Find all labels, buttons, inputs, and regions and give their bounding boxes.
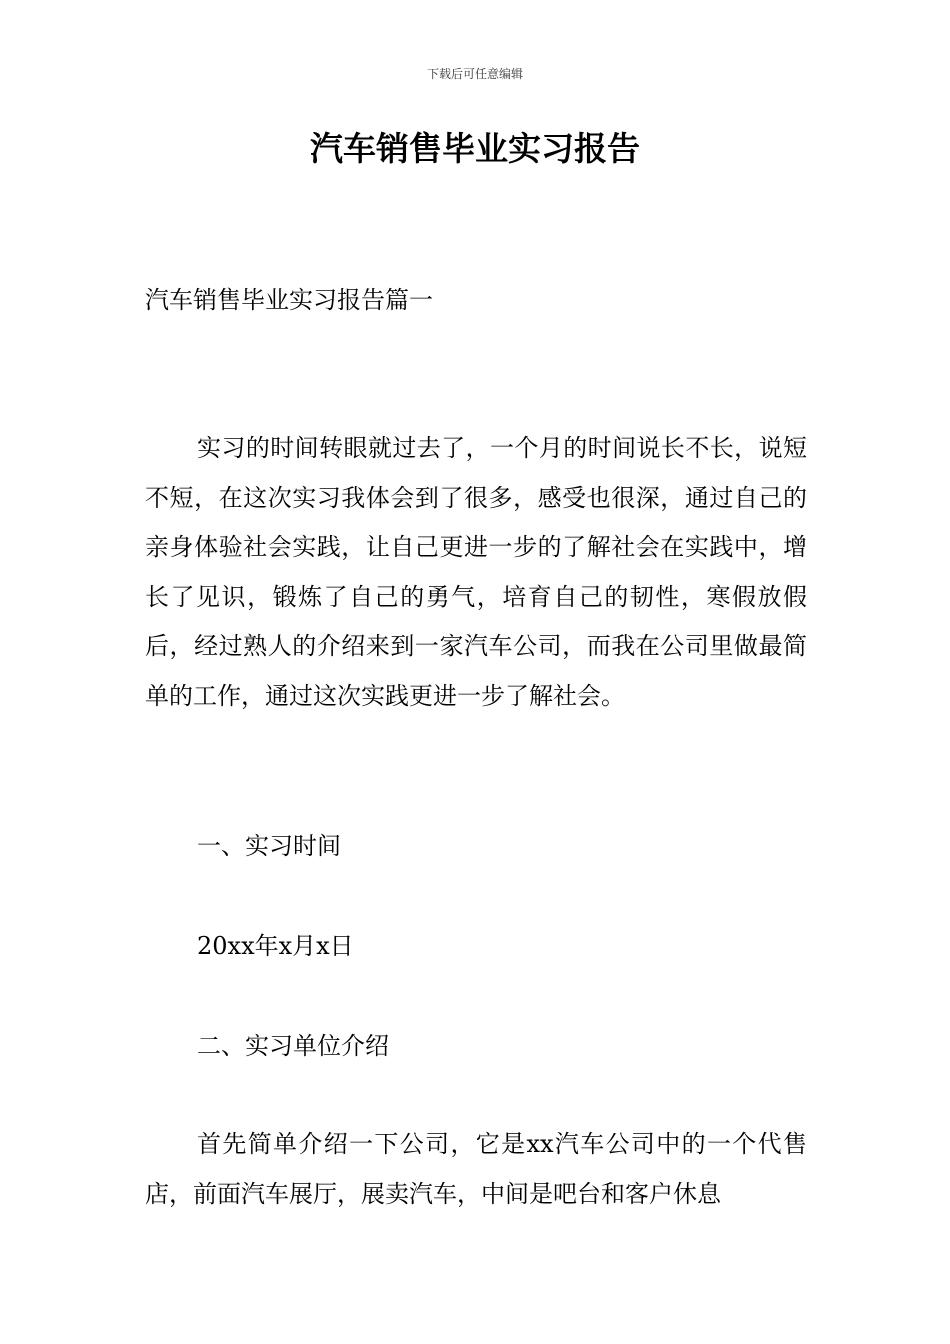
internship-date: 20xx年x月x日 <box>197 932 354 960</box>
company-paragraph: 首先简单介绍一下公司，它是xx汽车公司中的一个代售店，前面汽车展厅，展卖汽车，中间是吧台和客户休息 <box>145 1130 807 1208</box>
time-heading: 一、实习时间 <box>197 832 341 860</box>
document-title: 汽车销售毕业实习报告 <box>310 129 640 168</box>
section-heading: 汽车销售毕业实习报告篇一 <box>145 286 433 314</box>
intro-paragraph: 实习的时间转眼就过去了，一个月的时间说长不长，说短不短，在这次实习我体会到了很多，感受也很深，通过自己的亲身体验社会实践，让自己更进一步的了解社会在实践中，增长了见识，锻炼了自己的勇气，培育自己的韧性，寒假放假后，经过熟人的介绍来到一家汽车公司，而我在公司里做最简单的工作，通过这次实践更进一步了解社会。 <box>145 434 807 710</box>
unit-heading: 二、实习单位介绍 <box>197 1032 389 1060</box>
header-note: 下载后可任意编辑 <box>426 67 523 81</box>
